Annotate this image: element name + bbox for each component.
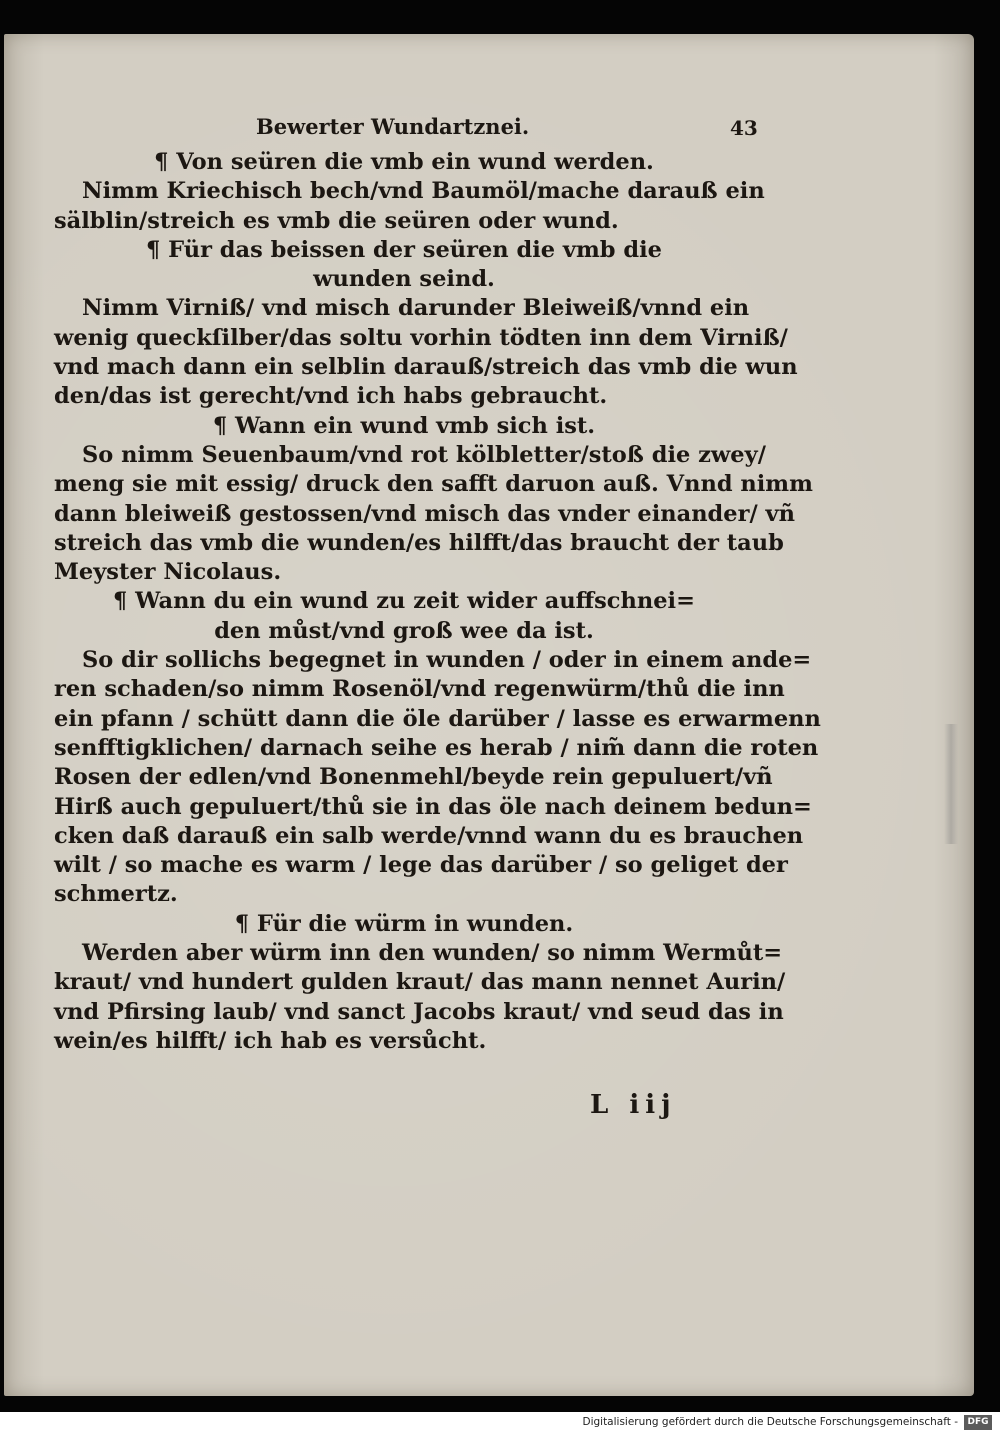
text-line: Hirß auch gepuluert/thů sie in das öle nach deinem bedun= [54, 793, 812, 820]
text-line: streich das vmb die wunden/es hilfft/das braucht der taub [54, 529, 784, 556]
text-line: So dir sollichs begegnet in wunden / oder in einem ande= [82, 647, 812, 674]
section-heading-line: ¶ Wann ein wund vmb sich ist. [212, 412, 596, 439]
footer-bar [0, 1412, 1000, 1434]
section-heading-line: ¶ Für die würm in wunden. [234, 910, 574, 937]
text-line: wenig queckſilber/das soltu vorhin tödten inn dem Virniß/ [54, 324, 788, 351]
page-fold-shadow [944, 724, 958, 844]
text-line: schmertz. [54, 881, 178, 908]
text-line: So nimm Seuenbaum/vnd rot kölbletter/stoß die zwey/ [82, 441, 766, 468]
text-line: kraut/ vnd hundert gulden kraut/ das mann nennet Aurin/ [54, 969, 786, 996]
text-line: Meyster Nicolaus. [54, 559, 282, 586]
running-head [54, 108, 758, 148]
text-line: sälblin/streich es vmb die seüren oder wund. [54, 207, 619, 234]
section-heading-line: ¶ Von seüren die vmb ein wund werden. [154, 149, 654, 175]
section-heading-line: ¶ Wann du ein wund zu zeit wider auffschnei= [113, 588, 695, 615]
text-line: wein/es hilfft/ ich hab es versůcht. [54, 1027, 487, 1054]
text-line: wilt / so mache es warm / lege das darüber / so geliget der [54, 852, 788, 879]
text-lines [54, 148, 821, 1056]
page-number: 43 [730, 116, 758, 140]
section-heading-line: den můst/vnd groß wee da ist. [214, 617, 594, 644]
text-line: Rosen der edlen/vnd Bonenmehl/beyde rein gepuluert/vñ [54, 764, 773, 791]
text-line: cken daß darauß ein salb werde/vnnd wann du es brauchen [54, 822, 804, 849]
signature-mark: L iij [590, 1090, 677, 1120]
text-line: vnd mach dann ein selblin darauß/streich das vmb die wun [54, 354, 798, 381]
text-line: Werden aber würm inn den wunden/ so nimm Wermůt= [82, 940, 783, 967]
text-line: senfftigklichen/ darnach seihe es herab / nim̃ dann die roten [54, 734, 819, 761]
page-text [54, 108, 821, 1056]
text-line: dann bleiweiß gestossen/vnd misch das vnder einander/ vñ [54, 500, 795, 527]
text-line: Nimm Kriechisch bech/vnd Baumöl/mache darauß ein [82, 178, 765, 205]
dfg-logo: DFG [964, 1415, 992, 1430]
text-line: ein pfann / schütt dann die öle darüber / lasse es erwarmenn [54, 705, 821, 732]
funding-credit: Digitalisierung gefördert durch die Deutsche Forschungsgemeinschaft - [582, 1416, 958, 1428]
text-line: ren schaden/so nimm Rosenöl/vnd regenwürm/thů die inn [54, 676, 785, 703]
text-line: den/das ist gerecht/vnd ich habs gebraucht. [54, 383, 608, 410]
section-heading-line: ¶ Für das beissen der seüren die vmb die [146, 236, 662, 263]
text-line: Nimm Virniß/ vnd misch darunder Bleiweiß/vnnd ein [82, 295, 750, 322]
text-line: meng sie mit essig/ druck den safft daruon auß. Vnnd nimm [54, 471, 813, 498]
text-line: vnd Pfirsing laub/ vnd sanct Jacobs kraut/ vnd seud das in [54, 998, 784, 1025]
running-title: Bewerter Wundartznei. [256, 114, 530, 139]
section-heading-line: wunden seind. [313, 266, 495, 293]
